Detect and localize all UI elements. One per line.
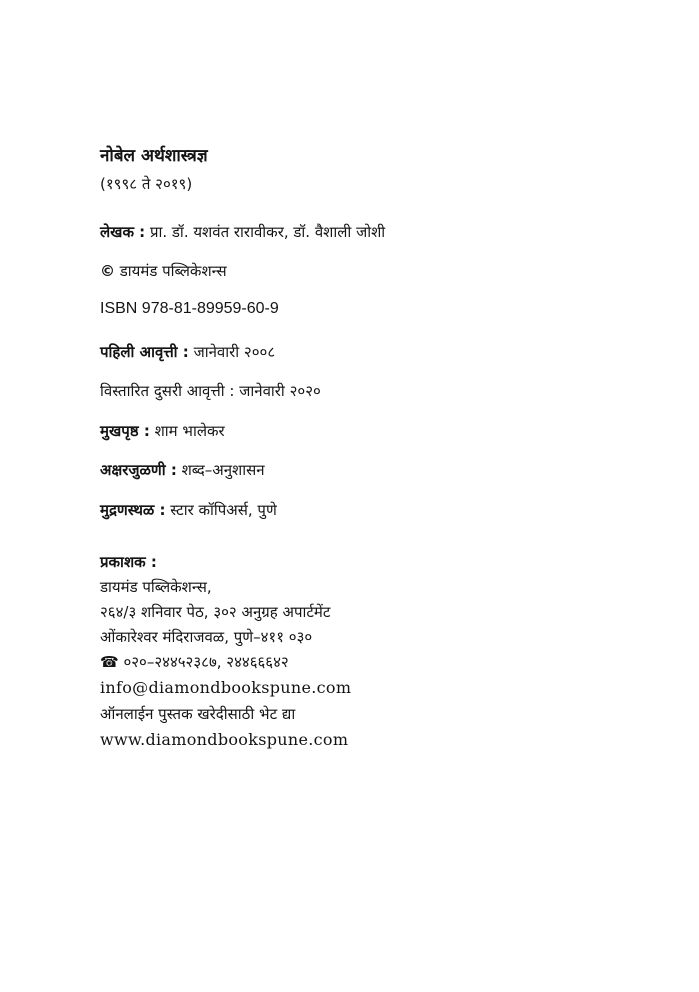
copyright-icon: © <box>100 262 115 280</box>
email-link[interactable]: info@diamondbookspune.com <box>100 678 352 697</box>
publisher-address-1: २६४/३ शनिवार पेठ, ३०२ अनुग्रह अपार्टमेंट <box>100 603 331 621</box>
cover-value: शाम भालेकर <box>149 422 225 440</box>
cover-label: मुखपृष्ठ : <box>100 422 150 440</box>
book-title: नोबेल अर्थशास्त्रज्ञ <box>100 146 208 166</box>
author-label: लेखक : <box>100 223 146 241</box>
typesetting-label: अक्षरजुळणी : <box>100 461 177 479</box>
printing-label: मुद्रणस्थळ : <box>100 501 166 519</box>
first-edition-label: पहिली आवृत्ती : <box>100 343 189 361</box>
online-purchase-text: ऑनलाईन पुस्तक खरेदीसाठी भेट द्या <box>100 705 296 723</box>
publisher-label: प्रकाशक : <box>100 553 157 571</box>
publisher-name: डायमंड पब्लिकेशन्स, <box>100 578 212 596</box>
copyright-line <box>100 261 227 281</box>
phone-icon: ☎ <box>100 653 119 671</box>
website-link[interactable]: www.diamondbookspune.com <box>100 730 349 749</box>
copyright-value: डायमंड पब्लिकेशन्स <box>115 262 227 280</box>
printing-value: स्टार कॉपिअर्स, पुणे <box>165 501 277 519</box>
phone-line <box>100 652 289 672</box>
first-edition-line <box>100 342 275 362</box>
printing-line <box>100 500 277 520</box>
author-line <box>100 222 385 242</box>
book-years: (१९९८ ते २०१९) <box>100 175 193 193</box>
first-edition-value: जानेवारी २००८ <box>188 343 276 361</box>
cover-line <box>100 421 225 441</box>
isbn: ISBN 978-81-89959-60-9 <box>100 300 279 317</box>
phone-numbers: ०२०–२४४५२३८७, २४४६६६४२ <box>118 653 289 671</box>
typesetting-value: शब्द–अनुशासन <box>176 461 265 479</box>
typesetting-line <box>100 460 265 480</box>
author-value: प्रा. डॉ. यशवंत रारावीकर, डॉ. वैशाली जोशी <box>145 223 386 241</box>
publisher-address-2: ओंकारेश्वर मंदिराजवळ, पुणे–४११ ०३० <box>100 628 313 646</box>
second-edition: विस्तारित दुसरी आवृत्ती : जानेवारी २०२० <box>100 382 321 400</box>
